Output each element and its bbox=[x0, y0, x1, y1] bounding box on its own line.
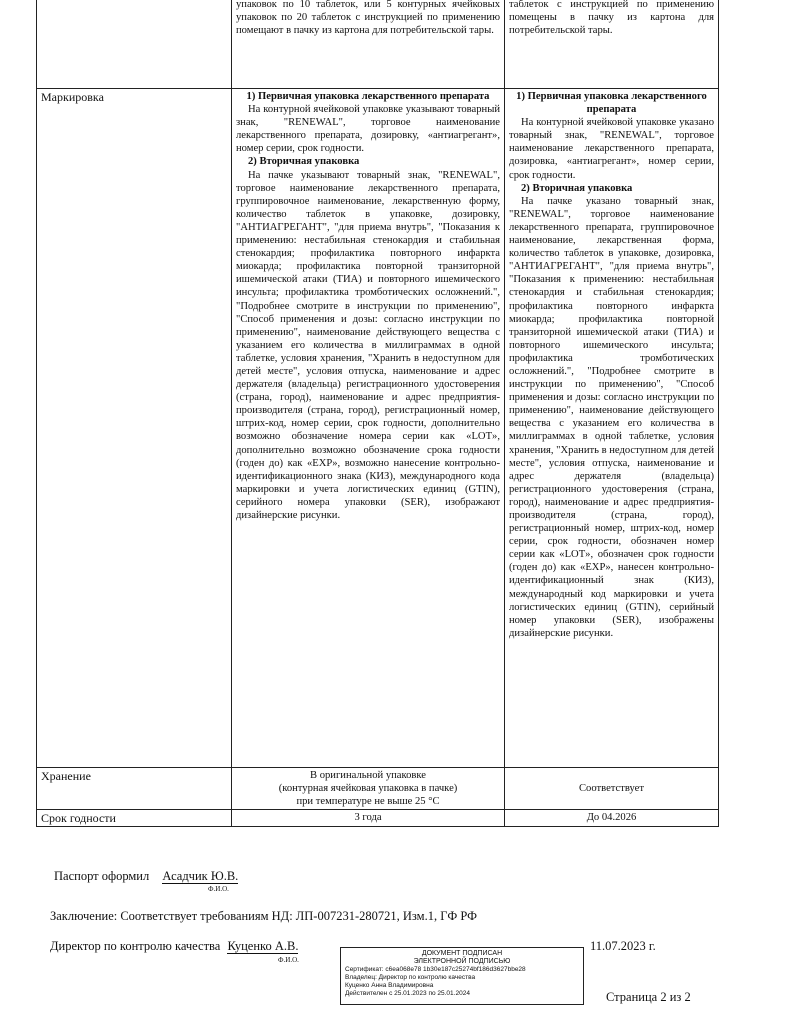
packaging-result-cell bbox=[505, 0, 719, 89]
marking-result-primary-text: На контурной ячейковой упаковке указано товарный знак, "RENEWAL", торговое наименование лекарственного препарата, дозировка, «антиагрегант», номер серии, срок годности. bbox=[509, 117, 714, 181]
packaging-spec-cell bbox=[232, 0, 505, 89]
table-row bbox=[37, 89, 719, 768]
conclusion: Заключение: Соответствует требованиям НД: ЛП-007231-280721, Изм.1, ГФ РФ bbox=[50, 909, 478, 923]
director-name: Куценко А.В. bbox=[227, 939, 299, 953]
table-row bbox=[37, 0, 719, 89]
shelf-life-value: 3 года bbox=[232, 810, 505, 827]
passport-line bbox=[54, 869, 238, 884]
stamp-owner: Владелец: Директор по контролю качества bbox=[345, 974, 476, 981]
marking-spec-heading-2: 2) Вторичная упаковка bbox=[248, 156, 360, 168]
marking-label: Маркировка bbox=[37, 89, 232, 768]
stamp-title-1: ДОКУМЕНТ ПОДПИСАН bbox=[421, 950, 503, 957]
shelf-life-result: До 04.2026 bbox=[505, 810, 719, 827]
storage-result: Соответствует bbox=[578, 783, 644, 795]
marking-spec-primary-text: На контурной ячейковой упаковке указывают товарный знак, "RENEWAL", торговое наименование лекарственного препарата, дозировку, «антиагрегант», номер серии, срок годности. bbox=[236, 104, 500, 155]
table-row bbox=[37, 768, 719, 810]
packaging-spec-text: упаковок по 10 таблеток, или 5 контурных ячейковых упаковок по 20 таблеток с инструкцией по применению помещают в пачку из картона для потребительской тары. bbox=[236, 0, 500, 37]
packaging-result-text: таблеток с инструкцией по применению помещены в пачку из картона для потребительской тары. bbox=[509, 0, 714, 37]
sign-date: 11.07.2023 г. bbox=[590, 939, 656, 953]
marking-result-cell bbox=[505, 89, 719, 768]
stamp-certificate: Сертификат: c6ea068e78 1b30e187c25274bf186d3627bbe28 bbox=[345, 966, 526, 973]
table-row bbox=[37, 810, 719, 827]
marking-result-secondary-text: На пачке указано товарный знак, "RENEWAL", торговое наименование лекарственного препарата, группировочное наименование, лекарственная форма, количество таблеток в упаковке, дозировка, "АНТИАГРЕГАНТ", "для приема внутрь", "Показания к применению: нестабильная стенокардия и стабильная стенокардия; профилактика повторного инфаркта миокарда; профилактика повторной транзиторной ишемической атаки (ТИА) и повторного ишемического инсульта; профилактика тромботических осложнений.", "Подробнее смотрите в инструкции по применению", "Способ применения и дозы: согласно инструкции по применению", наименование действующего вещества с указанием его количества в миллиграммах в одной таблетке, условия хранения, "Хранить в недоступном для детей месте", условия отпуска, наименование и адрес держателя (владельца) регистрационного удостоверения (страна, город), наименование и адрес предприятия-производителя (страна, город), регистрационный номер, штрих-код, номер серии, срок годности, обозначен номер серии как «LOT», обозначен срок годности (годен до) как «EXP», нанесен контрольно-идентификационный знак (КИЗ), международный код маркировки и учета логистических единиц (GTIN), серийный номер упаковки (SER), изображены дизайнерские рисунки. bbox=[509, 195, 714, 639]
storage-result-cell bbox=[505, 768, 719, 810]
page-number: Страница 2 из 2 bbox=[606, 990, 691, 1004]
passport-label: Паспорт оформил bbox=[54, 869, 150, 883]
spec-table bbox=[36, 0, 719, 827]
marking-spec-heading-1: 1) Первичная упаковка лекарственного препарата bbox=[246, 91, 490, 102]
marking-spec-cell bbox=[232, 89, 505, 768]
row-label-empty bbox=[37, 0, 232, 89]
stamp-validity: Действителен с 25.01.2023 по 25.01.2024 bbox=[345, 990, 470, 997]
stamp-title-2: ЭЛЕКТРОННОЙ ПОДПИСЬЮ bbox=[413, 958, 511, 965]
director-label: Директор по контролю качества bbox=[50, 939, 221, 953]
marking-result-heading-2: 2) Вторичная упаковка bbox=[521, 182, 633, 194]
e-signature-stamp bbox=[340, 947, 584, 1005]
marking-spec-secondary-text: На пачке указывают товарный знак, "RENEWAL", торговое наименование лекарственного препарата, группировочное наименование, лекарственную форму, количество таблеток в упаковке, дозировку, "АНТИАГРЕГАНТ", "для приема внутрь", "Показания к применению: нестабильная стенокардия и стабильная стенокардия; профилактика повторного инфаркта миокарда; профилактика повторной транзиторной ишемической атаки (ТИА) и повторного ишемического инсульта; профилактика тромботических осложнений.", "Подробнее смотрите в инструкции по применению", "Способ применения и дозы: согласно инструкции по применению", наименование действующего вещества с указанием его количества в миллиграммах в одной таблетке, условия хранения, "Хранить в недоступном для детей месте", условия отпуска, наименование и адрес держателя (владельца) регистрационного удостоверения (страна, город), наименование и адрес предприятия-производителя (страна, город), регистрационный номер, штрих-код, номер серии, срок годности, дополнительно возможно обозначение номера серии как «LOT», дополнительно возможно обозначение срока годности (годен до) как «EXP», возможно нанесение контрольно-идентификационного знака (КИЗ), международного кода маркировки и учета логистических единиц (GTIN), серийного номера упаковки (SER), изображают дизайнерские рисунки. bbox=[236, 169, 500, 521]
fio-caption-1: Ф.И.О. bbox=[208, 885, 229, 893]
stamp-person: Куценко Анна Владимировна bbox=[345, 982, 434, 989]
storage-line-1: В оригинальной упаковке bbox=[309, 770, 427, 781]
shelf-life-label: Срок годности bbox=[37, 810, 232, 827]
storage-line-3: при температуре не выше 25 °С bbox=[296, 796, 440, 808]
storage-line-2: (контурная ячейковая упаковка в пачке) bbox=[278, 783, 458, 795]
fio-caption-2: Ф.И.О. bbox=[278, 956, 299, 964]
director-line bbox=[50, 939, 298, 954]
marking-result-heading-1: 1) Первичная упаковка лекарственного препарата bbox=[516, 91, 707, 116]
passport-name: Асадчик Ю.В. bbox=[162, 869, 239, 883]
storage-spec-cell bbox=[232, 768, 505, 810]
storage-label: Хранение bbox=[37, 768, 232, 810]
